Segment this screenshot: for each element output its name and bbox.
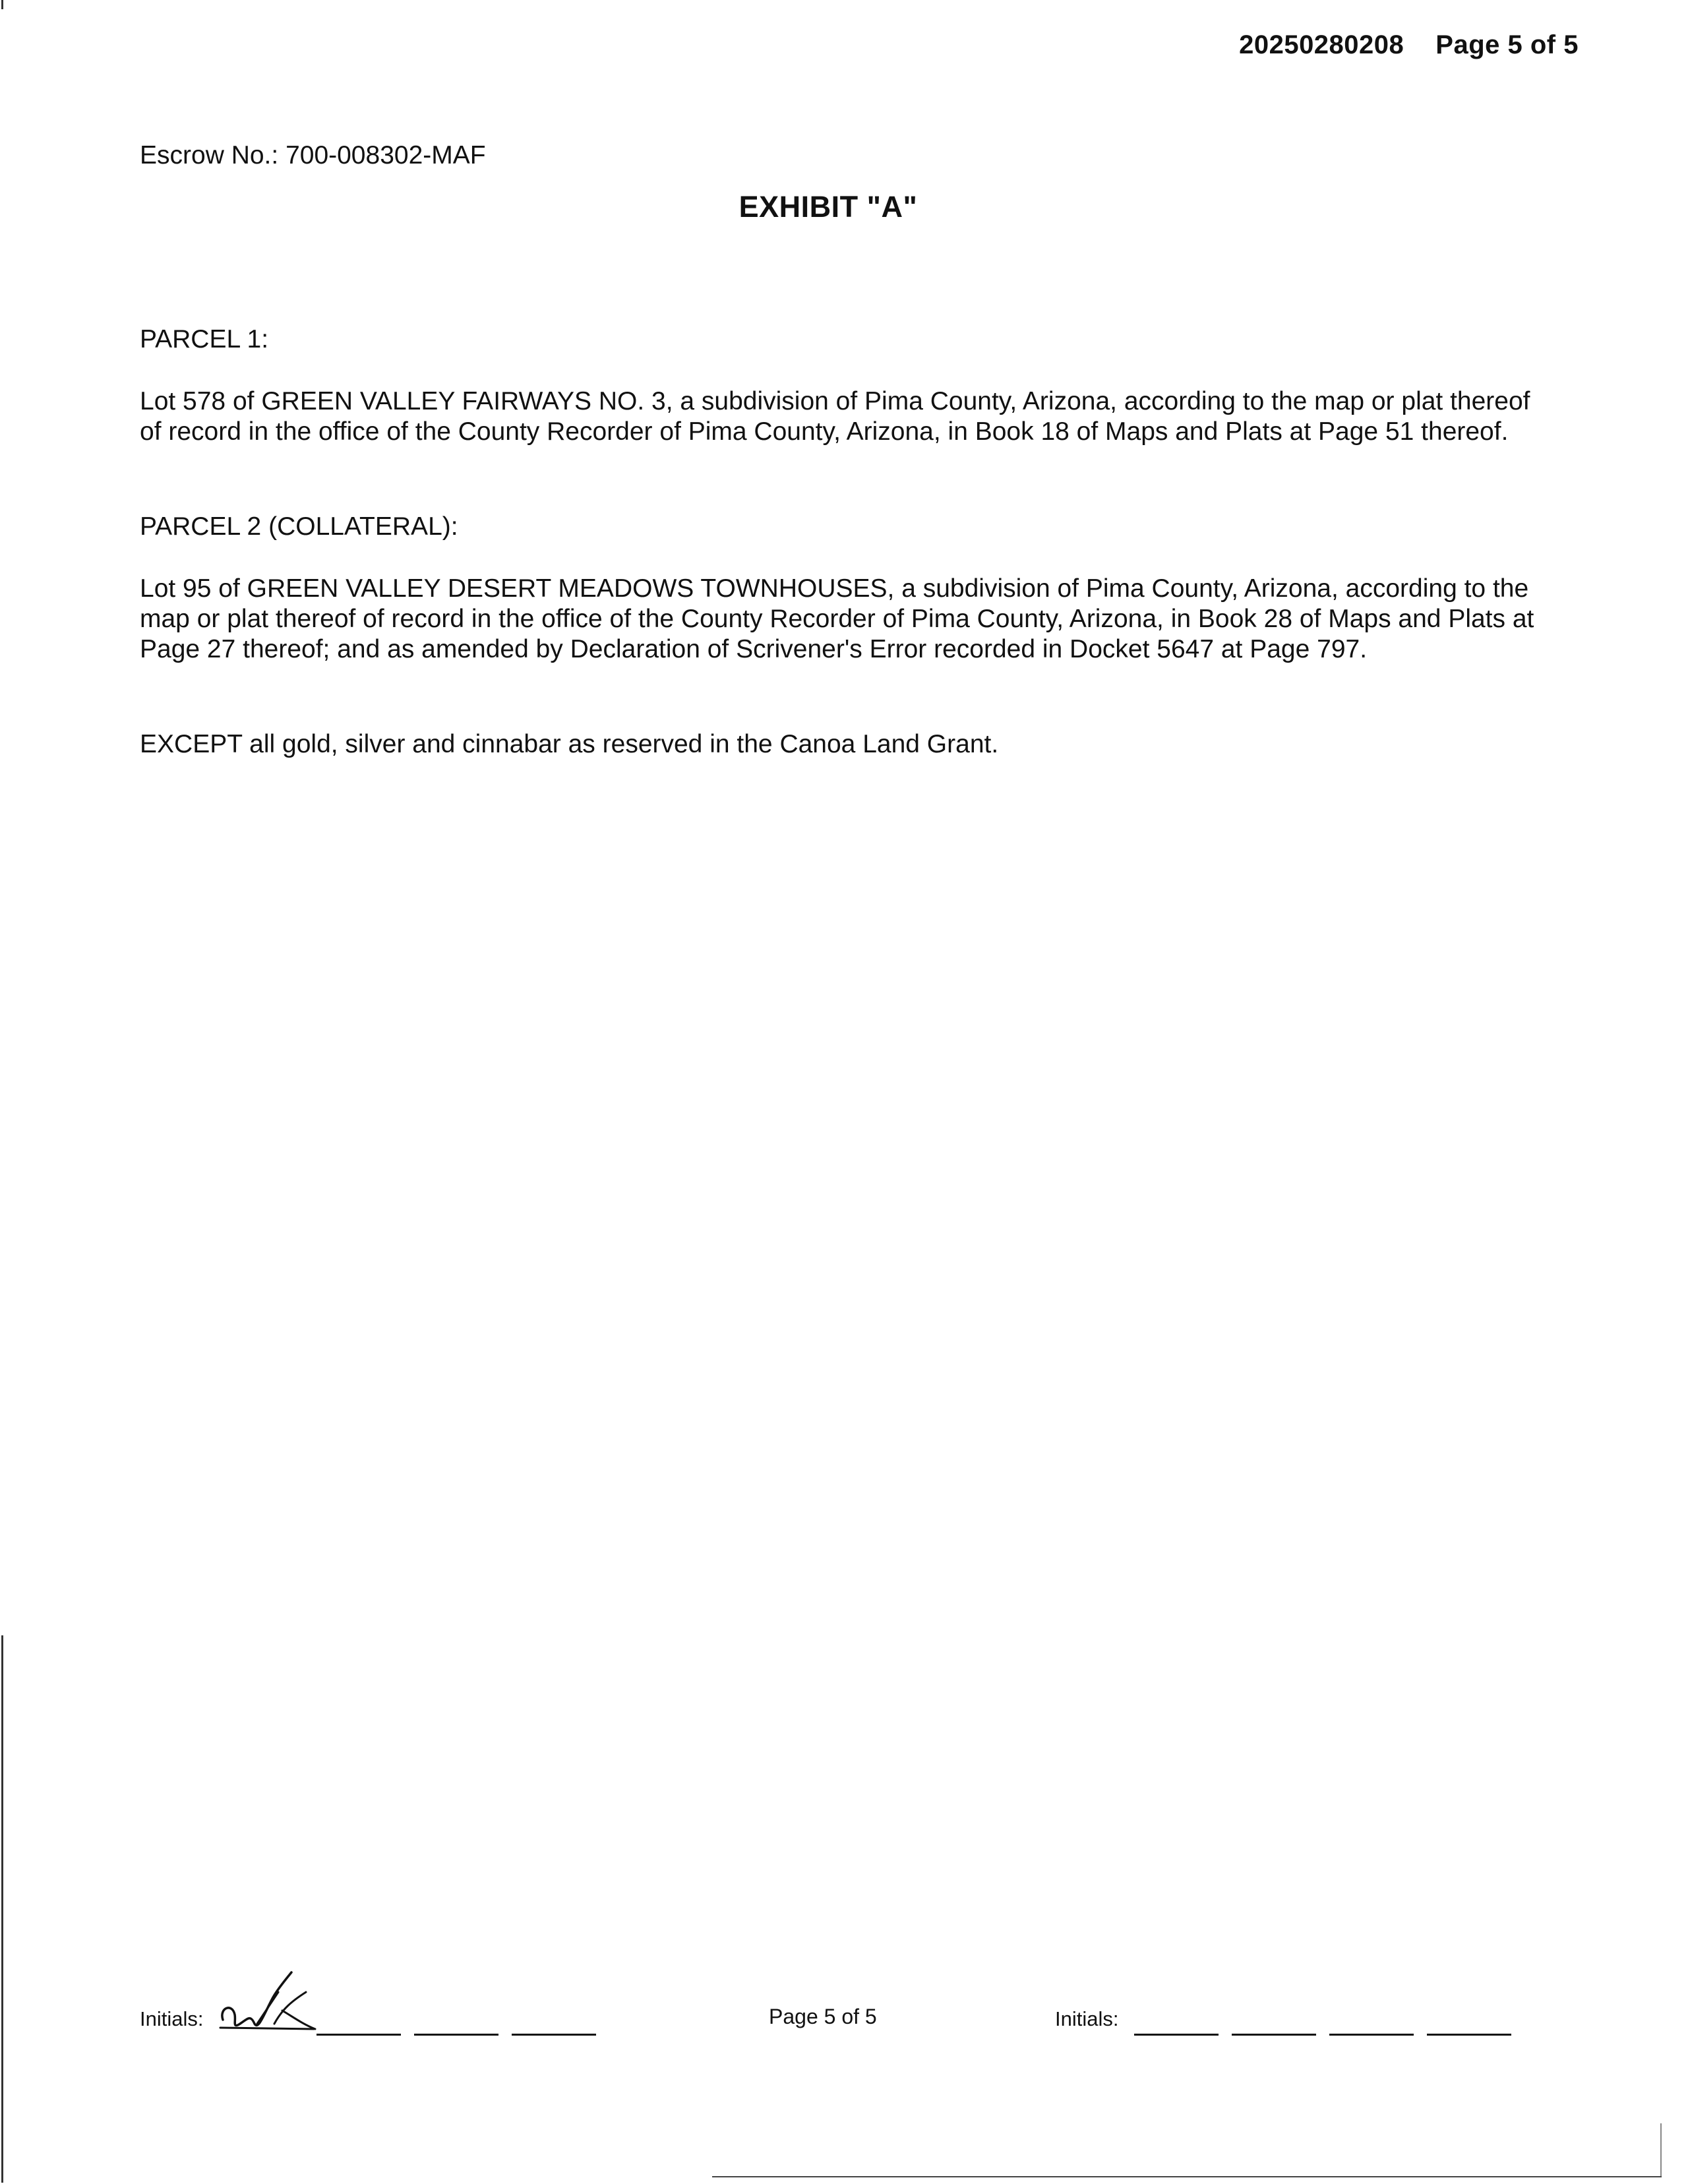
scan-edge-bottom: [712, 2176, 1662, 2177]
recording-header: [1239, 30, 1579, 60]
initials-blank-5: [1232, 2034, 1316, 2036]
initials-blank-2: [414, 2034, 498, 2036]
initials-blank-3: [512, 2034, 596, 2036]
parcel-1-description: Lot 578 of GREEN VALLEY FAIRWAYS NO. 3, a subdivision of Pima County, Arizona, according to the map or plat thereof of record in the office of the County Recorder of Pima County, Arizona, in Book 18 of Maps and Plats at Page 51 thereof.: [140, 387, 1530, 446]
escrow-number: 700-008302-MAF: [286, 141, 486, 169]
escrow-line: [140, 141, 486, 170]
parcel-1-heading: PARCEL 1:: [140, 325, 269, 353]
exception-clause: EXCEPT all gold, silver and cinnabar as reserved in the Canoa Land Grant.: [140, 730, 999, 758]
initials-blank-7: [1427, 2034, 1511, 2036]
scan-edge-mark: [1, 0, 3, 9]
parcel-2-description: Lot 95 of GREEN VALLEY DESERT MEADOWS TOWNHOUSES, a subdivision of Pima County, Arizona, according to the map or plat thereof of record in the office of the County Recorder of Pima County, Arizona, in Book 28 of Maps and Plats at Page 27 thereof; and as amended by Declaration of Scrivener's Error recorded in Docket 5647 at Page 797.: [140, 574, 1534, 663]
initials-label-left: Initials:: [140, 2007, 204, 2030]
document-number: 20250280208: [1239, 30, 1404, 59]
initials-blank-4: [1134, 2034, 1219, 2036]
initials-label-right: Initials:: [1055, 2007, 1119, 2030]
header-page-label: Page 5 of 5: [1435, 30, 1579, 59]
escrow-label: Escrow No.:: [140, 141, 279, 169]
scan-edge-right: [1660, 2123, 1662, 2176]
initials-blank-1: [316, 2034, 401, 2036]
initials-blank-6: [1329, 2034, 1414, 2036]
parcel-2-heading: PARCEL 2 (COLLATERAL):: [140, 512, 458, 541]
footer-page-number: Page 5 of 5: [769, 2005, 877, 2028]
exhibit-title: EXHIBIT "A": [738, 190, 918, 224]
handwritten-initials: [218, 1968, 316, 2034]
scan-edge-left: [1, 1635, 3, 2183]
